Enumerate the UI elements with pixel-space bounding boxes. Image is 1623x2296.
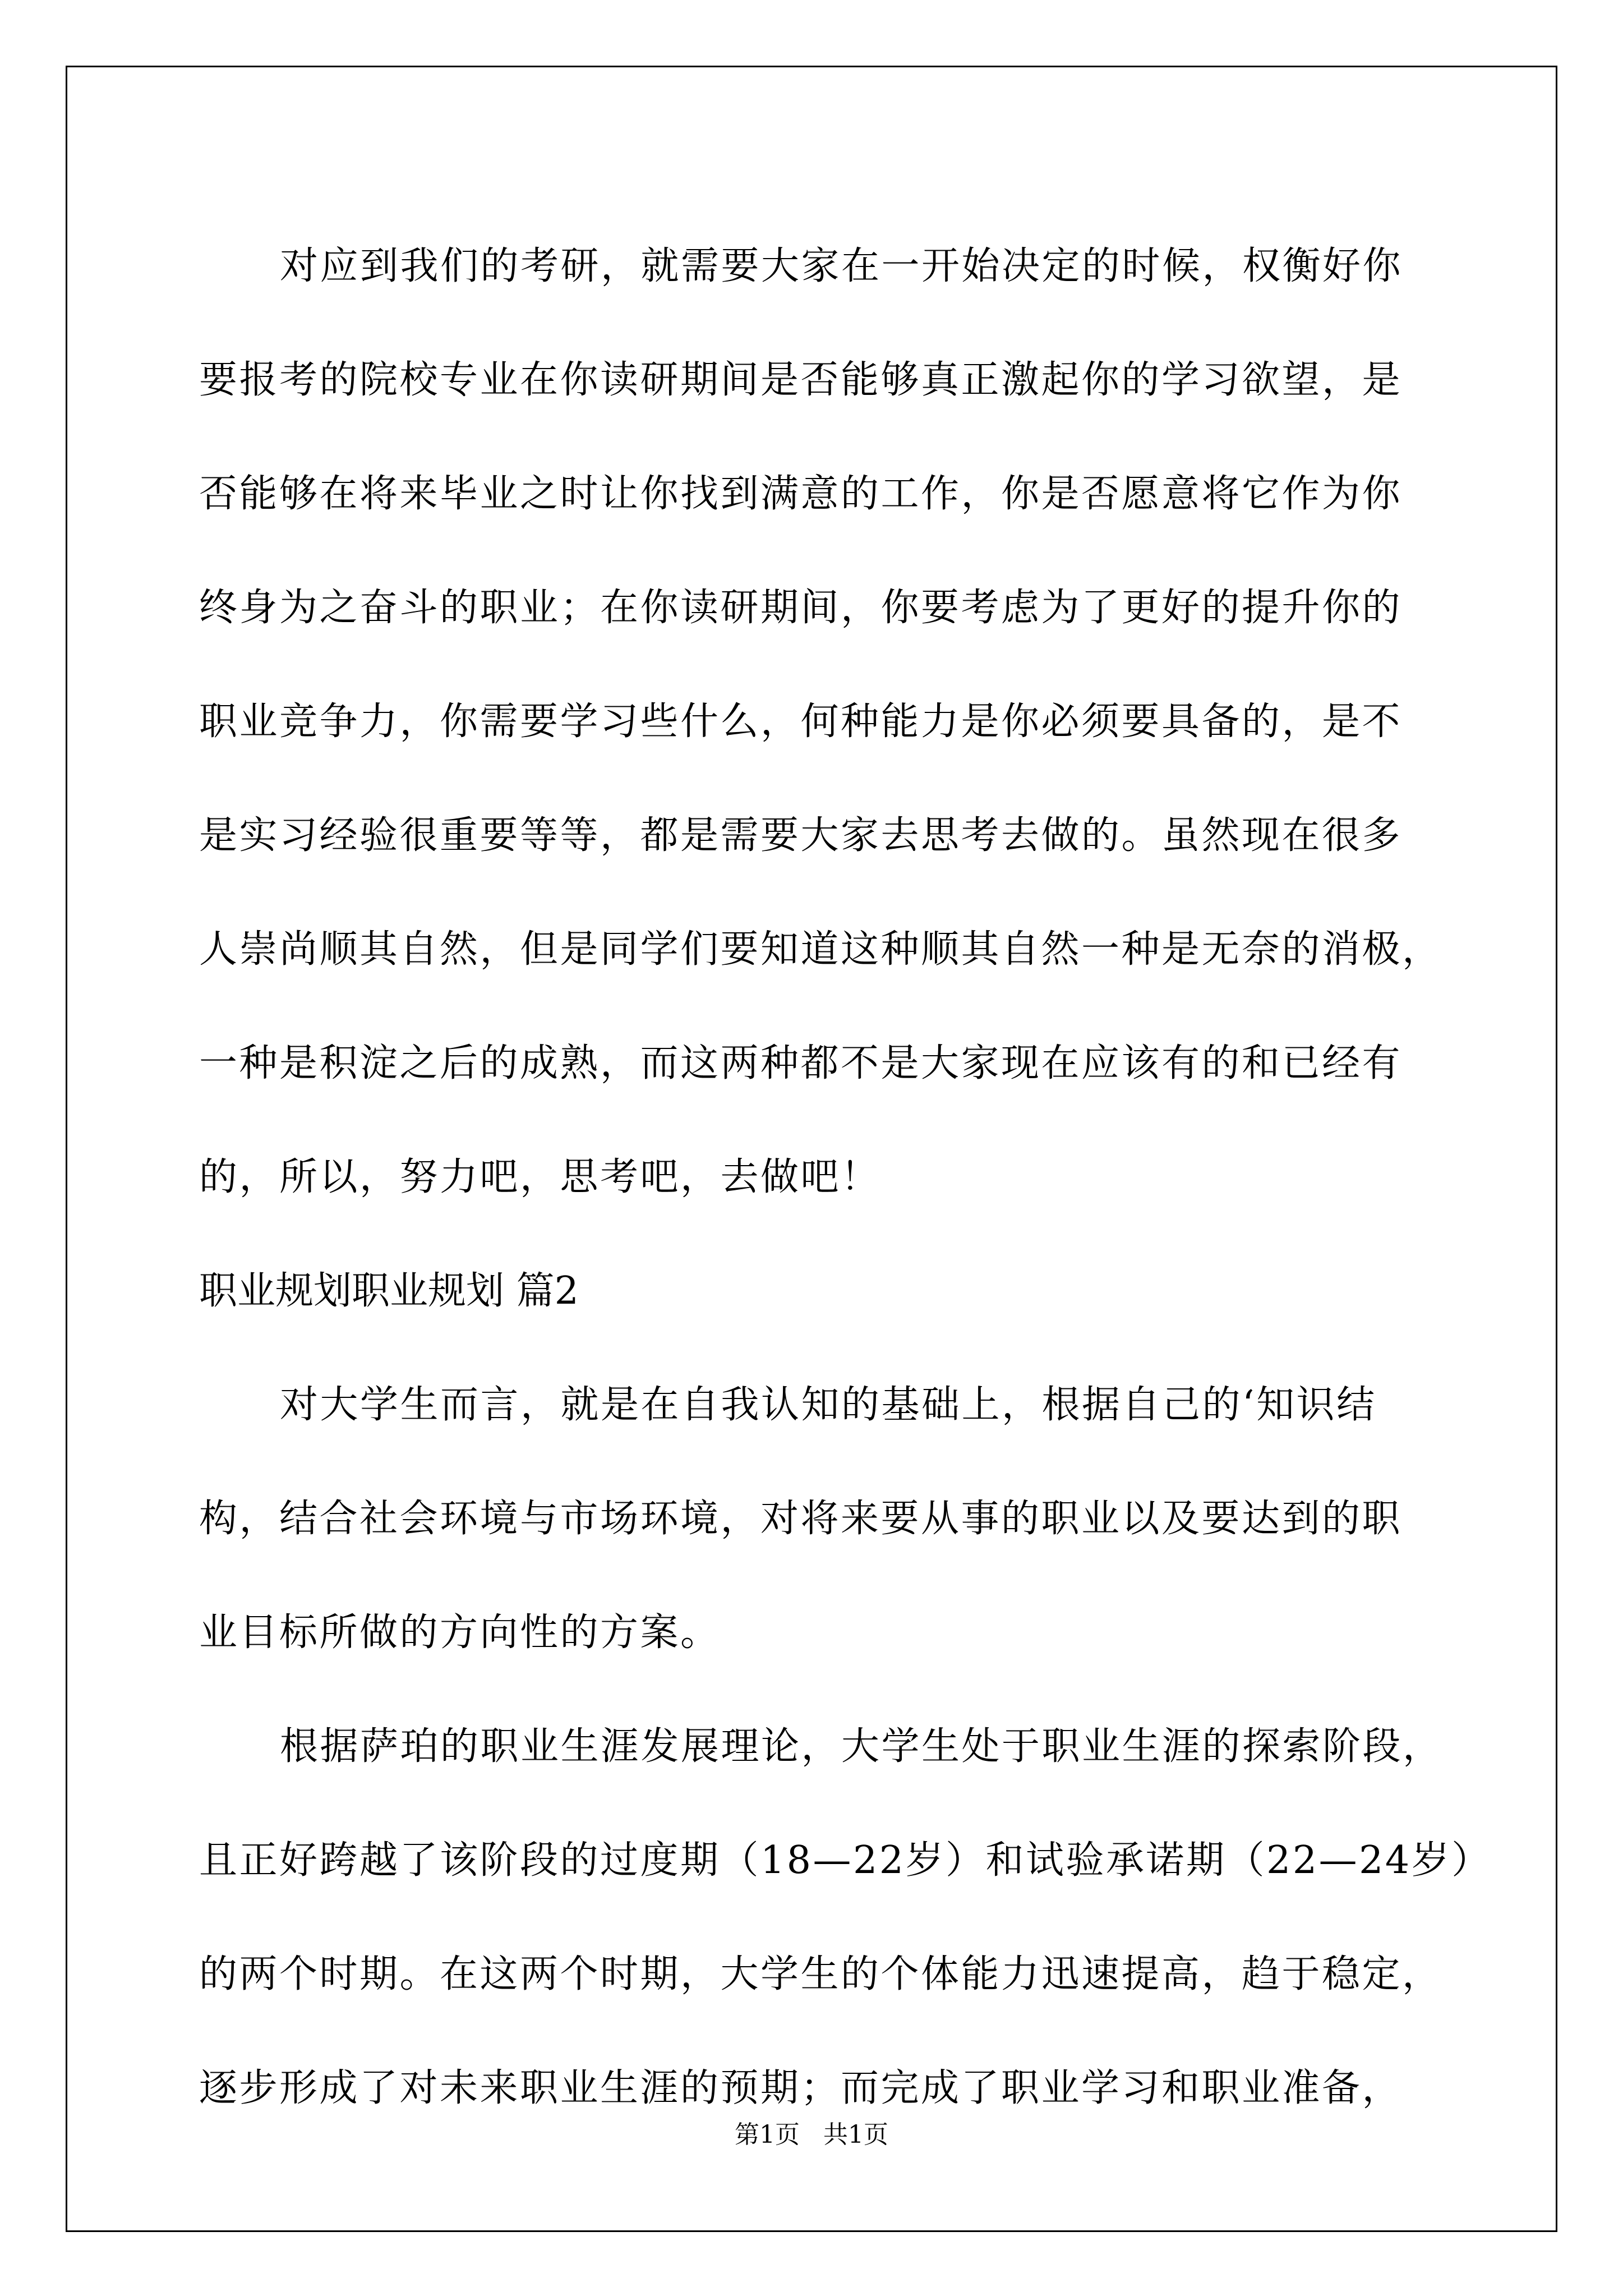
text-line: 且正好跨越了该阶段的过度期（18—22岁）和试验承诺期（22—24岁） — [199, 1838, 1492, 1883]
text-line: 是实习经验很重要等等，都是需要大家去思考去做的。虽然现在很多 — [199, 813, 1403, 858]
text-line: 的两个时期。在这两个时期，大学生的个体能力迅速提高，趋于稳定， — [199, 1952, 1442, 1996]
text-line: 否能够在将来毕业之时让你找到满意的工作，你是否愿意将它作为你 — [199, 472, 1403, 516]
text-line: 终身为之奋斗的职业；在你读研期间，你要考虑为了更好的提升你的 — [199, 586, 1403, 630]
text-line: 根据萨珀的职业生涯发展理论，大学生处于职业生涯的探索阶段， — [280, 1724, 1443, 1769]
document-body — [199, 209, 1492, 2145]
page-footer: 第1页 共1页 — [735, 2120, 888, 2149]
section-heading: 职业规划职业规划 篇2 — [199, 1269, 579, 1313]
text-line: 的，所以，努力吧，思考吧，去做吧！ — [199, 1155, 881, 1199]
text-line: 人崇尚顺其自然，但是同学们要知道这种顺其自然一种是无奈的消极， — [199, 927, 1442, 972]
text-line: 对大学生而言，就是在自我认知的基础上，根据自己的‘知识结 — [280, 1383, 1377, 1427]
text-line: 对应到我们的考研，就需要大家在一开始决定的时候，权衡好你 — [280, 244, 1403, 288]
text-line: 业目标所做的方向性的方案。 — [199, 1611, 721, 1655]
text-line: 逐步形成了对未来职业生涯的预期；而完成了职业学习和职业准备， — [199, 2066, 1403, 2110]
text-line: 构，结合社会环境与市场环境，对将来要从事的职业以及要达到的职 — [199, 1497, 1403, 1541]
text-line: 职业竞争力，你需要学习些什么，何种能力是你必须要具备的，是不 — [199, 700, 1403, 744]
text-line: 一种是积淀之后的成熟，而这两种都不是大家现在应该有的和已经有 — [199, 1041, 1403, 1085]
text-line: 要报考的院校专业在你读研期间是否能够真正激起你的学习欲望，是 — [199, 358, 1403, 402]
